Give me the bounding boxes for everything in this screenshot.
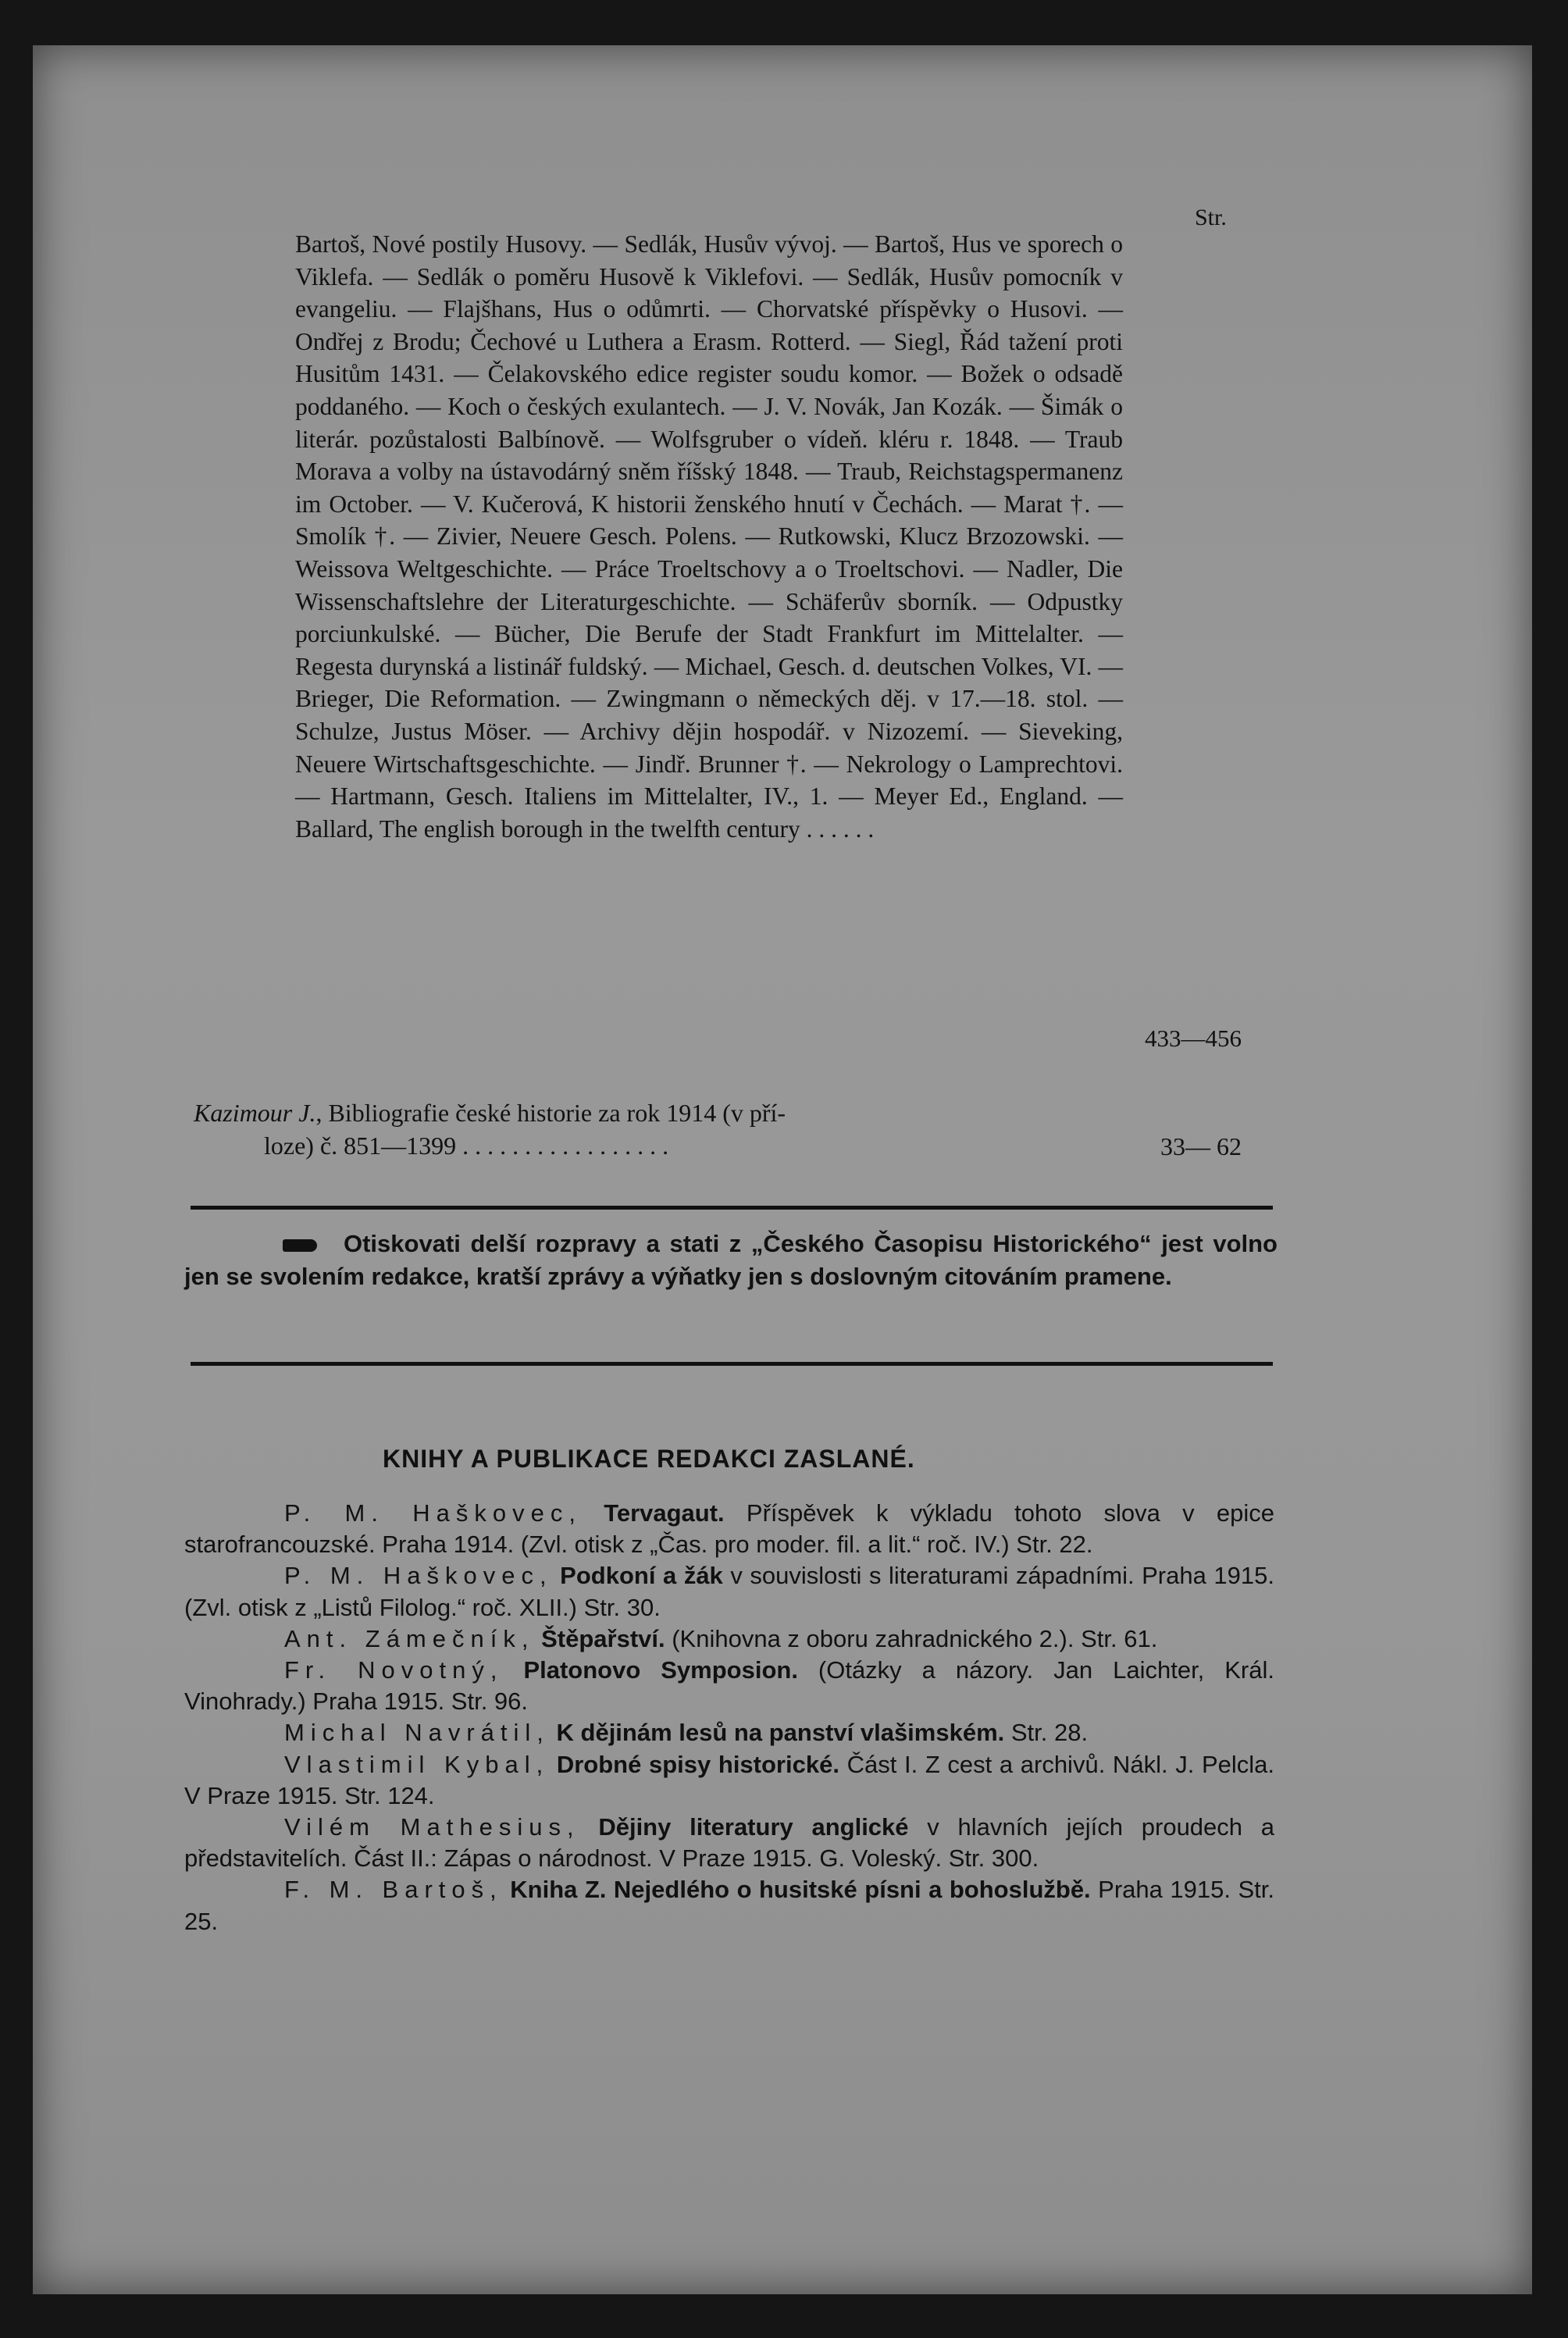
toc-entry-text: Bartoš, Nové postily Husovy. — Sedlák, Husův vývoj. — Bartoš, Hus ve sporech o Viklefa. — Sedlák o poměru Husově k Viklefovi. — Sedlák, Husův pomocník v evangeliu. — Flajšhans, Hus o odůmrti. — Chorvatské příspěvky o Husovi. — Ondřej z Brodu; Čechové u Luthera a Erasm. Rotterd. — Siegl, Řád tažení proti Husitům 1431. — Čelakovského edice register soudu komor. — Božek o odsadě poddaného. — Koch o českých exulantech. — J. V. Novák, Jan Kozák. — Šimák o literár. pozůstalosti Balbínově. — Wolfsgruber o vídeň. kléru r. 1848. — Traub Morava a volby na ústavodárný sněm říšský 1848. — Traub, Reichstagspermanenz im October. — V. Kučerová, K historii ženského hnutí v Čechách. — Marat †. — Smolík †. — Zivier, Neuere Gesch. Polens. — Rutkowski, Klucz Brzozowski. — Weissova Weltgeschichte. — Práce Troeltschovy a o Troeltschovi. — Nadler, Die Wissenschaftslehre der Literaturgeschichte. — Schäferův sborník. — Odpustky porciunkulské. — Bücher, Die Berufe der Stadt Frankfurt im Mittelalter. — Regesta durynská a listinář fuldský. — Michael, Gesch. d. deutschen Volkes, VI. — Brieger, Die Reformation. — Zwingmann o německých děj. v 17.—18. stol. — Schulze, Justus Möser. — Archivy dějin hospodář. v Nizozemí. — Sieveking, Neuere Wirtschaftsgeschichte. — Jindř. Brunner †. — Nekrology o Lamprechtovi. — Hartmann, Gesch. Italiens im Mittelalter, IV., 1. — Meyer Ed., England. — Ballard, The english borough in the twelfth century . . . . . . bbox=[295, 230, 1123, 843]
book-author: Vilém Mathesius, bbox=[284, 1813, 580, 1841]
rule-bottom bbox=[191, 1362, 1273, 1366]
book-details: v hlavních jejích proudech a představitelích. Část II.: Zápas o národnost. V Praze 1915. G. Voleský. Str. 300. bbox=[184, 1813, 1274, 1873]
bibliography-entry bbox=[194, 1096, 1131, 1162]
book-entry bbox=[184, 1498, 1274, 1560]
book-entry bbox=[184, 1623, 1274, 1655]
book-author: P. M. Haškovec, bbox=[284, 1499, 582, 1527]
book-title: Podkoní a žák bbox=[560, 1562, 723, 1590]
section-title: KNIHY A PUBLIKACE REDAKCI ZASLANÉ. bbox=[383, 1445, 915, 1473]
book-details: (Otázky a názory. Jan Laichter, Král. Vinohrady.) Praha 1915. Str. 96. bbox=[184, 1656, 1274, 1716]
bibliography-line-2: loze) č. 851—1399 . . . . . . . . . . . . . . . . . bbox=[264, 1132, 669, 1160]
book-title: Platonovo Symposion. bbox=[523, 1656, 798, 1684]
book-details: (Knihovna z oboru zahradnického 2.). Str. 61. bbox=[665, 1624, 1158, 1652]
book-title: Kniha Z. Nejedlého o husitské písni a bohoslužbě. bbox=[510, 1876, 1091, 1904]
book-author: Michal Navrátil, bbox=[284, 1719, 550, 1747]
book-details: Příspěvek k výkladu tohoto slova v epice starofrancouzské. Praha 1914. (Zvl. otisk z „Čas. pro moder. fil. a lit.“ roč. IV.) Str. 22. bbox=[184, 1499, 1274, 1559]
book-author: P. M. Haškovec, bbox=[284, 1562, 553, 1590]
book-author: Vlastimil Kybal, bbox=[284, 1750, 550, 1778]
book-details: Praha 1915. Str. 25. bbox=[184, 1876, 1274, 1935]
book-details: v souvislosti s literaturami západními. Praha 1915. (Zvl. otisk z „Listů Filolog.“ roč. XLII.) Str. 30. bbox=[184, 1562, 1274, 1621]
notice-text: Otiskovati delší rozpravy a stati z „Českého Časopisu Historického“ jest volno jen se svolením redakce, kratší zprávy a výňatky jen s doslovným citováním pramene. bbox=[184, 1230, 1278, 1290]
book-title: Štěpařství. bbox=[541, 1624, 665, 1652]
book-entry bbox=[184, 1560, 1274, 1623]
bibliography-line-1 bbox=[194, 1096, 1131, 1129]
book-entry bbox=[184, 1717, 1274, 1748]
book-title: Dějiny literatury anglické bbox=[598, 1813, 909, 1841]
book-entry bbox=[184, 1812, 1274, 1874]
bibliography-author: Kazimour J. bbox=[194, 1099, 316, 1127]
book-title: Tervagaut. bbox=[604, 1499, 725, 1527]
book-author: Fr. Novotný, bbox=[284, 1656, 504, 1684]
rule-top bbox=[191, 1206, 1273, 1210]
bibliography-pages: 33— 62 bbox=[1160, 1132, 1242, 1160]
book-details: Str. 28. bbox=[1004, 1719, 1089, 1747]
toc-entry-pages: 433—456 bbox=[1145, 1025, 1242, 1052]
book-details: Část I. Z cest a archivů. Nákl. J. Pelcla. V Praze 1915. Str. 124. bbox=[184, 1750, 1274, 1809]
book-author: Ant. Zámečník, bbox=[284, 1624, 535, 1652]
book-entry bbox=[184, 1874, 1274, 1937]
book-entry bbox=[184, 1655, 1274, 1717]
pointing-hand-icon bbox=[283, 1239, 317, 1252]
book-list bbox=[184, 1498, 1274, 1937]
copyright-notice bbox=[184, 1228, 1278, 1293]
book-entry bbox=[184, 1749, 1274, 1812]
book-title: K dějinám lesů na panství vlašimském. bbox=[556, 1719, 1005, 1747]
page-column-label: Str. bbox=[1195, 205, 1227, 230]
book-title: Drobné spisy historické. bbox=[556, 1750, 839, 1778]
bibliography-title: , Bibliografie české historie za rok 1914 (v pří- bbox=[315, 1099, 786, 1127]
book-author: F. M. Bartoš, bbox=[284, 1876, 503, 1904]
